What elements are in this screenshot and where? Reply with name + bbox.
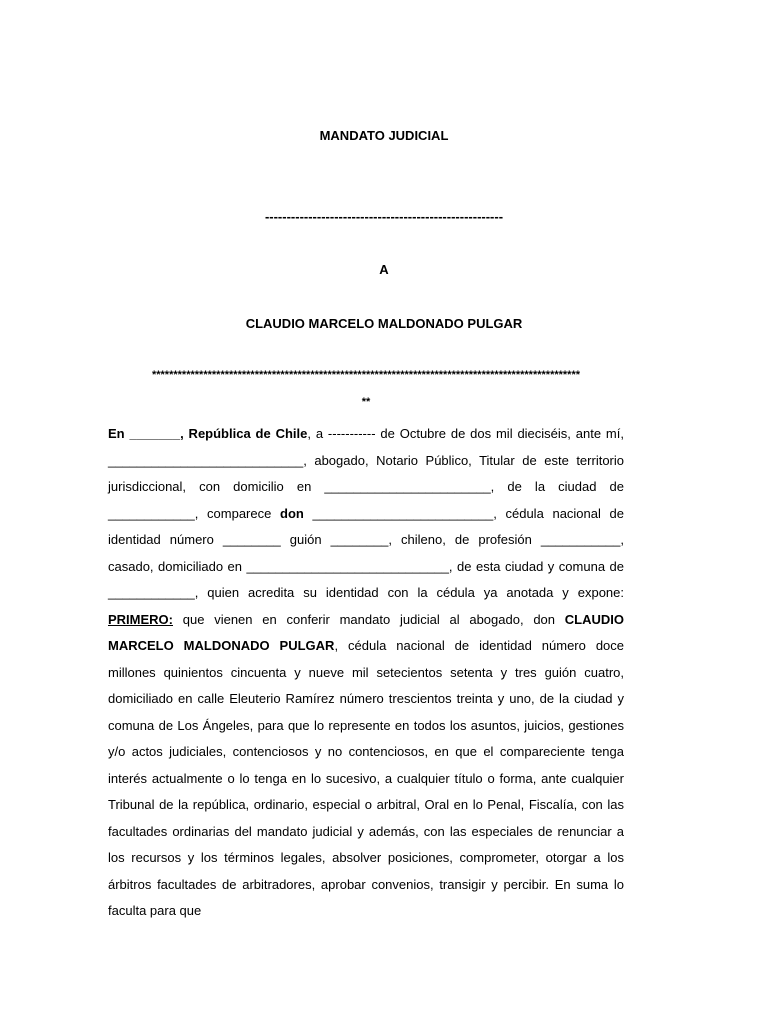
- attorney-name-inline: CLAUDIO MARCELO MALDONADO PULGAR: [108, 611, 624, 653]
- attorney-name-heading: CLAUDIO MARCELO MALDONADO PULGAR: [245, 316, 523, 331]
- don-label: don: [280, 505, 304, 521]
- document-body: [108, 421, 624, 925]
- body-text-segment-2: _________________________, cédula nacional de identidad número ________ guión ________, chileno, de profesión ___________, casado, domiciliado en ____________________________, de esta ciudad y comuna de ____________, quien acredita su identidad con la cédula ya anotada y expone:: [108, 505, 624, 600]
- asterisk-separator-line-1: ****************************************************************************************************: [151, 369, 581, 381]
- body-text-segment-3: que vienen en conferir mandato judicial al abogado, don: [173, 611, 565, 627]
- body-text-segment-1: , a ----------- de Octubre de dos mil dieciséis, ante mí, ___________________________, abogado, Notario Público, Titular de este territorio jurisdiccional, con domicilio en _______________________, de la ciudad de ____________, comparece: [108, 426, 624, 521]
- document-title: MANDATO JUDICIAL: [319, 128, 449, 143]
- asterisk-separator-line-2: **: [361, 396, 371, 408]
- body-text-segment-4: , cédula nacional de identidad número doce millones quinientos cincuenta y nueve mil setecientos setenta y tres guión cuatro, domiciliado en calle Eleuterio Ramírez número trescientos treinta y uno, de la ciudad y comuna de Los Ángeles, para que lo represente en todos los asuntos, juicios, gestiones y/o actos judiciales, contenciosos y no contenciosos, en que el compareciente tenga interés actualmente o lo tenga en lo sucesivo, a cualquier título o forma, ante cualquier Tribunal de la república, ordinario, especial o arbitral, Oral en lo Penal, Fiscalía, con las facultades ordinarias del mandato judicial y además, con las especiales de renunciar a los recursos y los términos legales, absolver posiciones, comprometer, otorgar a los árbitros facultades de arbitradores, aprobar convenios, transigir y percibir. En suma lo faculta para que: [108, 638, 625, 918]
- primero-clause-label: PRIMERO:: [108, 611, 173, 627]
- to-letter: A: [379, 262, 389, 277]
- place-and-country: En _______, República de Chile: [108, 426, 308, 441]
- dash-separator: -------------------------------------------------------: [264, 209, 504, 224]
